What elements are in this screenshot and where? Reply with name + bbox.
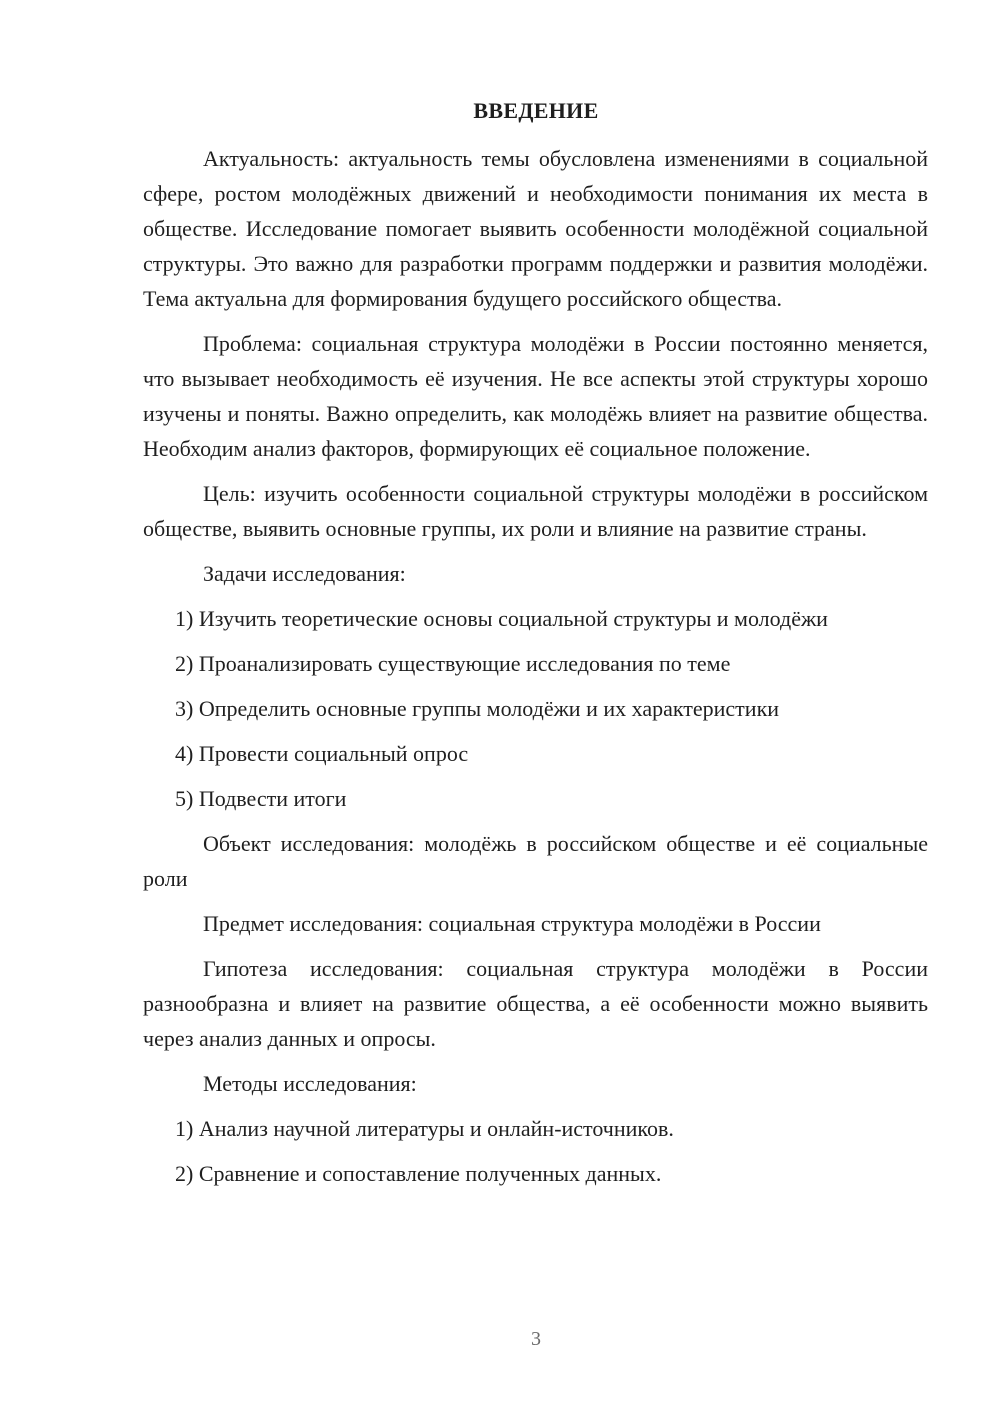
- hypothesis-paragraph: Гипотеза исследования: социальная структура молодёжи в России разнообразна и влияет на развитие общества, а её особенности можно выявить через анализ данных и опросы.: [143, 956, 928, 1051]
- methods-heading: Методы исследования:: [203, 1071, 417, 1096]
- goal-paragraph: Цель: изучить особенности социальной структуры молодёжи в российском обществе, выявить основные группы, их роли и влияние на развитие страны.: [143, 481, 928, 541]
- page-title: ВВЕДЕНИЕ: [473, 98, 599, 123]
- list-item: 5) Подвести итоги: [175, 786, 347, 811]
- tasks-heading: Задачи исследования:: [203, 561, 406, 586]
- list-item: 2) Сравнение и сопоставление полученных данных.: [175, 1161, 662, 1186]
- list-item: 4) Провести социальный опрос: [175, 741, 469, 766]
- list-item: 3) Определить основные группы молодёжи и их характеристики: [175, 696, 780, 721]
- tasks-list: [143, 601, 928, 816]
- problem-paragraph: Проблема: социальная структура молодёжи в России постоянно меняется, что вызывает необходимость её изучения. Не все аспекты этой структуры хорошо изучены и поняты. Важно определить, как молодёжь влияет на развитие общества. Необходим анализ факторов, формирующих её социальное положение.: [143, 331, 928, 461]
- methods-list: [143, 1111, 928, 1191]
- list-item: 2) Проанализировать существующие исследования по теме: [175, 651, 731, 676]
- list-item: 1) Изучить теоретические основы социальной структуры и молодёжи: [175, 606, 828, 631]
- object-paragraph: Объект исследования: молодёжь в российском обществе и её социальные роли: [143, 831, 928, 891]
- subject-paragraph: Предмет исследования: социальная структура молодёжи в России: [203, 911, 821, 936]
- list-item: 1) Анализ научной литературы и онлайн-источников.: [175, 1116, 674, 1141]
- page-number: 3: [531, 1328, 541, 1350]
- document-body: [143, 141, 928, 1201]
- relevance-paragraph: Актуальность: актуальность темы обусловлена изменениями в социальной сфере, ростом молодёжных движений и необходимости понимания их места в обществе. Исследование помогает выявить особенности молодёжной социальной структуры. Это важно для разработки программ поддержки и развития молодёжи. Тема актуальна для формирования будущего российского общества.: [143, 146, 928, 311]
